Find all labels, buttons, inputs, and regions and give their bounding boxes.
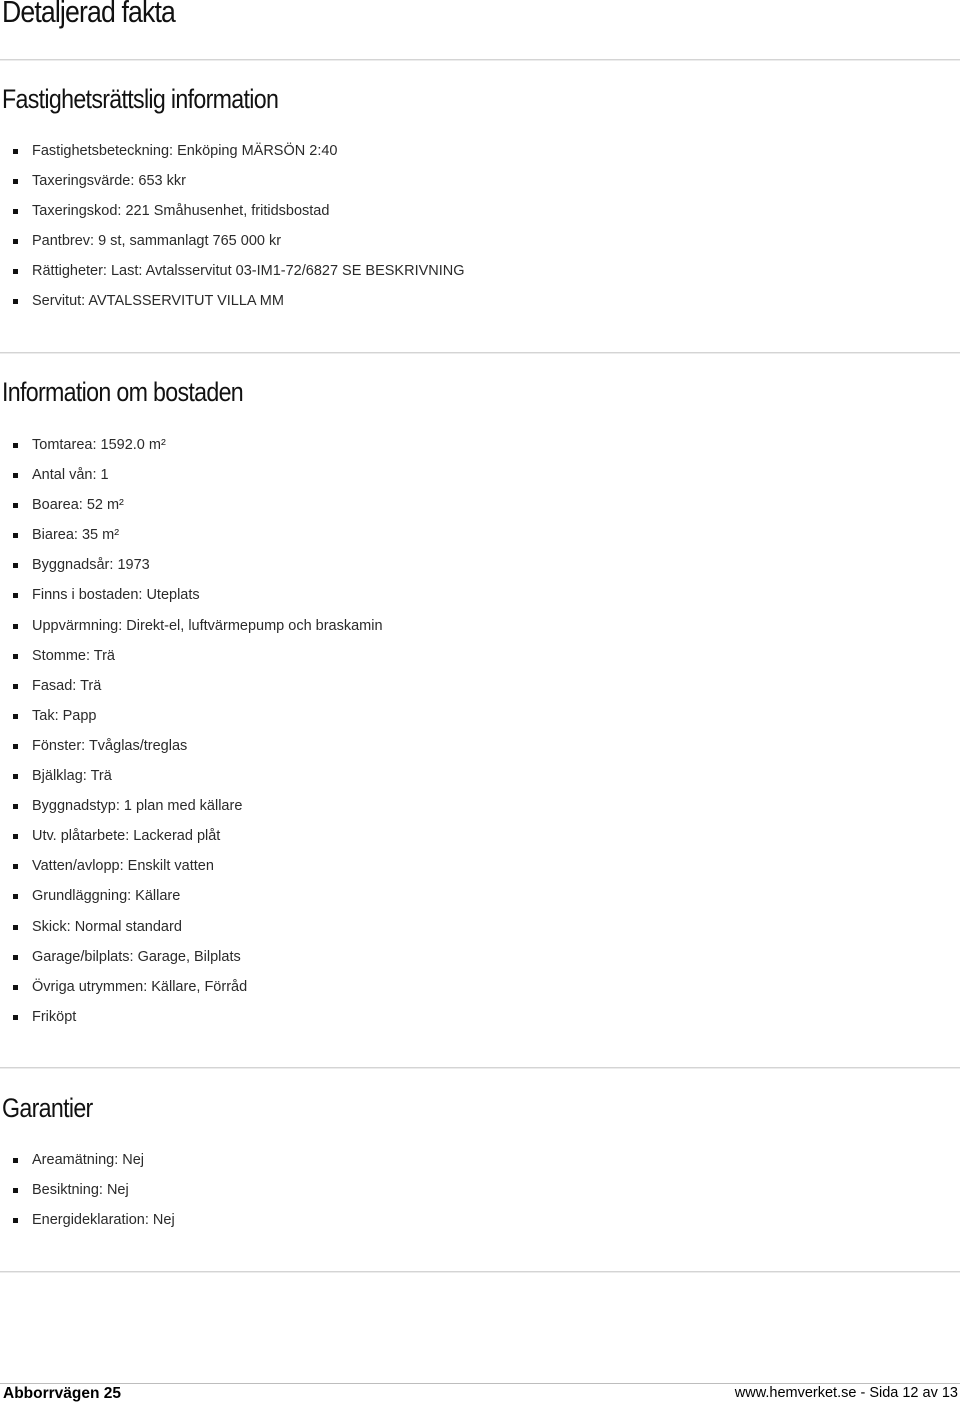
list-item <box>0 460 383 490</box>
bullet-icon <box>13 503 18 508</box>
fact-text: Skick: Normal standard <box>32 918 182 935</box>
fact-text: Fasad: Trä <box>32 677 102 694</box>
fact-text: Byggnadsår: 1973 <box>32 557 150 574</box>
page-title: Detaljerad fakta <box>2 0 175 29</box>
footer-page-info: www.hemverket.se - Sida 12 av 13 <box>734 1385 958 1401</box>
bullet-icon <box>13 179 18 184</box>
bullet-icon <box>13 269 18 274</box>
list-item <box>0 611 383 641</box>
list-item <box>0 641 383 671</box>
divider <box>0 1067 960 1069</box>
list-item <box>0 821 383 851</box>
list-item <box>0 166 465 196</box>
fact-text: Bjälklag: Trä <box>32 768 112 785</box>
list-item <box>0 226 465 256</box>
bullet-icon <box>13 894 18 899</box>
fact-text: Fönster: Tvåglas/treglas <box>32 737 188 754</box>
fact-list <box>0 136 465 317</box>
list-item <box>0 196 465 226</box>
list-item <box>0 671 383 701</box>
fact-text: Fastighetsbeteckning: Enköping MÄRSÖN 2:40 <box>32 143 338 159</box>
list-item <box>0 1205 175 1235</box>
bullet-icon <box>13 834 18 839</box>
fact-text: Garage/bilplats: Garage, Bilplats <box>32 948 241 965</box>
bullet-icon <box>13 744 18 749</box>
fact-text: Stomme: Trä <box>32 647 115 664</box>
bullet-icon <box>13 624 18 629</box>
fact-text: Pantbrev: 9 st, sammanlagt 765 000 kr <box>32 233 282 250</box>
fact-text: Tomtarea: 1592.0 m² <box>32 437 166 453</box>
list-item <box>0 851 383 881</box>
bullet-icon <box>13 714 18 719</box>
bullet-icon <box>13 149 18 154</box>
fact-list <box>0 430 383 1032</box>
section-heading: Information om bostaden <box>2 377 244 407</box>
list-item <box>0 520 383 550</box>
fact-text: Taxeringskod: 221 Småhusenhet, fritidsbostad <box>32 203 330 220</box>
fact-text: Finns i bostaden: Uteplats <box>32 587 200 604</box>
fact-text: Energideklaration: Nej <box>32 1212 175 1229</box>
list-item <box>0 550 383 580</box>
section-heading: Fastighetsrättslig information <box>2 84 279 114</box>
fact-text: Övriga utrymmen: Källare, Förråd <box>32 978 248 995</box>
fact-text: Tak: Papp <box>32 707 97 724</box>
bullet-icon <box>13 533 18 538</box>
list-item <box>0 731 383 761</box>
bullet-icon <box>13 563 18 568</box>
list-item <box>0 490 383 520</box>
bullet-icon <box>13 864 18 869</box>
bullet-icon <box>13 925 18 930</box>
bullet-icon <box>13 1218 18 1223</box>
section-heading: Garantier <box>2 1093 93 1123</box>
list-item <box>0 136 465 166</box>
list-item <box>0 580 383 610</box>
fact-text: Friköpt <box>32 1008 77 1025</box>
list-item <box>0 286 465 316</box>
fact-text: Rättigheter: Last: Avtalsservitut 03-IM1-72/6827 SE BESKRIVNING <box>32 263 465 280</box>
list-item <box>0 701 383 731</box>
bullet-icon <box>13 804 18 809</box>
fact-text: Areamätning: Nej <box>32 1152 145 1168</box>
bullet-icon <box>13 299 18 304</box>
list-item <box>0 1145 175 1175</box>
list-item <box>0 791 383 821</box>
fact-text: Taxeringsvärde: 653 kkr <box>32 173 186 190</box>
bullet-icon <box>13 239 18 244</box>
fact-text: Utv. plåtarbete: Lackerad plåt <box>32 828 221 845</box>
bullet-icon <box>13 209 18 214</box>
fact-text: Servitut: AVTALSSERVITUT VILLA MM <box>32 293 284 310</box>
footer-address: Abborrvägen 25 <box>3 1385 122 1402</box>
footer-divider <box>0 1383 960 1384</box>
list-item <box>0 972 383 1002</box>
divider <box>0 59 960 61</box>
list-item <box>0 912 383 942</box>
divider <box>0 352 960 354</box>
list-item <box>0 881 383 911</box>
fact-list <box>0 1145 175 1235</box>
bullet-icon <box>13 1188 18 1193</box>
list-item <box>0 256 465 286</box>
bullet-icon <box>13 955 18 960</box>
fact-text: Byggnadstyp: 1 plan med källare <box>32 798 243 815</box>
divider <box>0 1271 960 1273</box>
bullet-icon <box>13 684 18 689</box>
bullet-icon <box>13 1158 18 1163</box>
fact-text: Boarea: 52 m² <box>32 497 124 514</box>
fact-text: Besiktning: Nej <box>32 1182 129 1199</box>
fact-text: Uppvärmning: Direkt-el, luftvärmepump och braskamin <box>32 617 383 634</box>
bullet-icon <box>13 593 18 598</box>
bullet-icon <box>13 774 18 779</box>
list-item <box>0 1002 383 1032</box>
bullet-icon <box>13 473 18 478</box>
list-item <box>0 1175 175 1205</box>
list-item <box>0 942 383 972</box>
bullet-icon <box>13 985 18 990</box>
bullet-icon <box>13 443 18 448</box>
list-item <box>0 430 383 460</box>
bullet-icon <box>13 654 18 659</box>
list-item <box>0 761 383 791</box>
fact-text: Vatten/avlopp: Enskilt vatten <box>32 858 214 875</box>
fact-text: Grundläggning: Källare <box>32 888 181 905</box>
bullet-icon <box>13 1015 18 1020</box>
fact-text: Biarea: 35 m² <box>32 527 120 544</box>
fact-text: Antal vån: 1 <box>32 467 109 484</box>
